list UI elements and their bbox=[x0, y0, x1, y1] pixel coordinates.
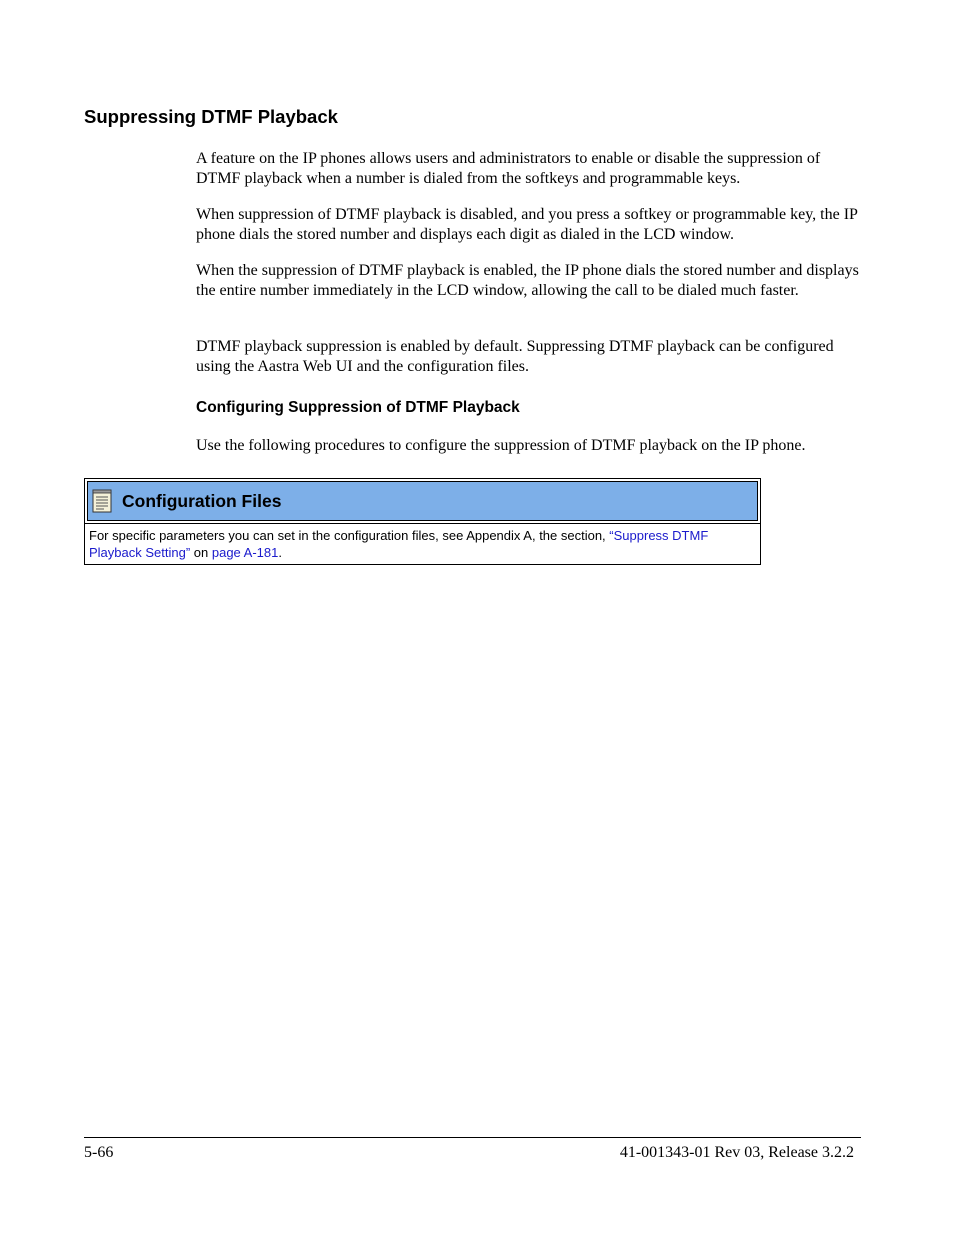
configuration-files-box bbox=[84, 478, 761, 565]
config-text-middle: on bbox=[190, 545, 212, 560]
page-a-181-link[interactable]: page A-181 bbox=[211, 545, 279, 560]
subsection-heading: Configuring Suppression of DTMF Playback bbox=[196, 399, 520, 416]
section-heading: Suppressing DTMF Playback bbox=[84, 106, 338, 127]
configuration-files-header bbox=[87, 481, 758, 521]
configuration-files-title: Configuration Files bbox=[122, 491, 282, 511]
paragraph-1: A feature on the IP phones allows users and administrators to enable or disable the suppression of DTMF playback when a number is dialed from the softkeys and programmable keys. bbox=[196, 150, 821, 187]
document-icon bbox=[92, 489, 112, 513]
header-divider bbox=[85, 523, 760, 524]
footer-divider bbox=[84, 1137, 861, 1138]
paragraph-2: When suppression of DTMF playback is disabled, and you press a softkey or programmable key, the IP phone dials the stored number and displays each digit as dialed in the LCD window. bbox=[196, 206, 858, 243]
page-number: 5-66 bbox=[84, 1144, 114, 1161]
config-text-after: . bbox=[278, 545, 282, 560]
document-id: 41-001343-01 Rev 03, Release 3.2.2 bbox=[619, 1144, 854, 1161]
suppress-dtmf-playback-setting-link[interactable]: “Suppress DTMF Playback Setting” bbox=[89, 528, 709, 560]
paragraph-3: When the suppression of DTMF playback is enabled, the IP phone dials the stored number and displays the entire number immediately in the LCD window, allowing the call to be dialed much faster. bbox=[196, 262, 859, 299]
config-text-before: For specific parameters you can set in the configuration files, see Appendix A, the section, bbox=[89, 528, 610, 543]
paragraph-4: DTMF playback suppression is enabled by default. Suppressing DTMF playback can be configured using the Aastra Web UI and the configuration files. bbox=[196, 338, 834, 375]
configuration-files-text bbox=[89, 527, 757, 561]
procedure-paragraph: Use the following procedures to configure the suppression of DTMF playback on the IP phone. bbox=[196, 437, 806, 454]
